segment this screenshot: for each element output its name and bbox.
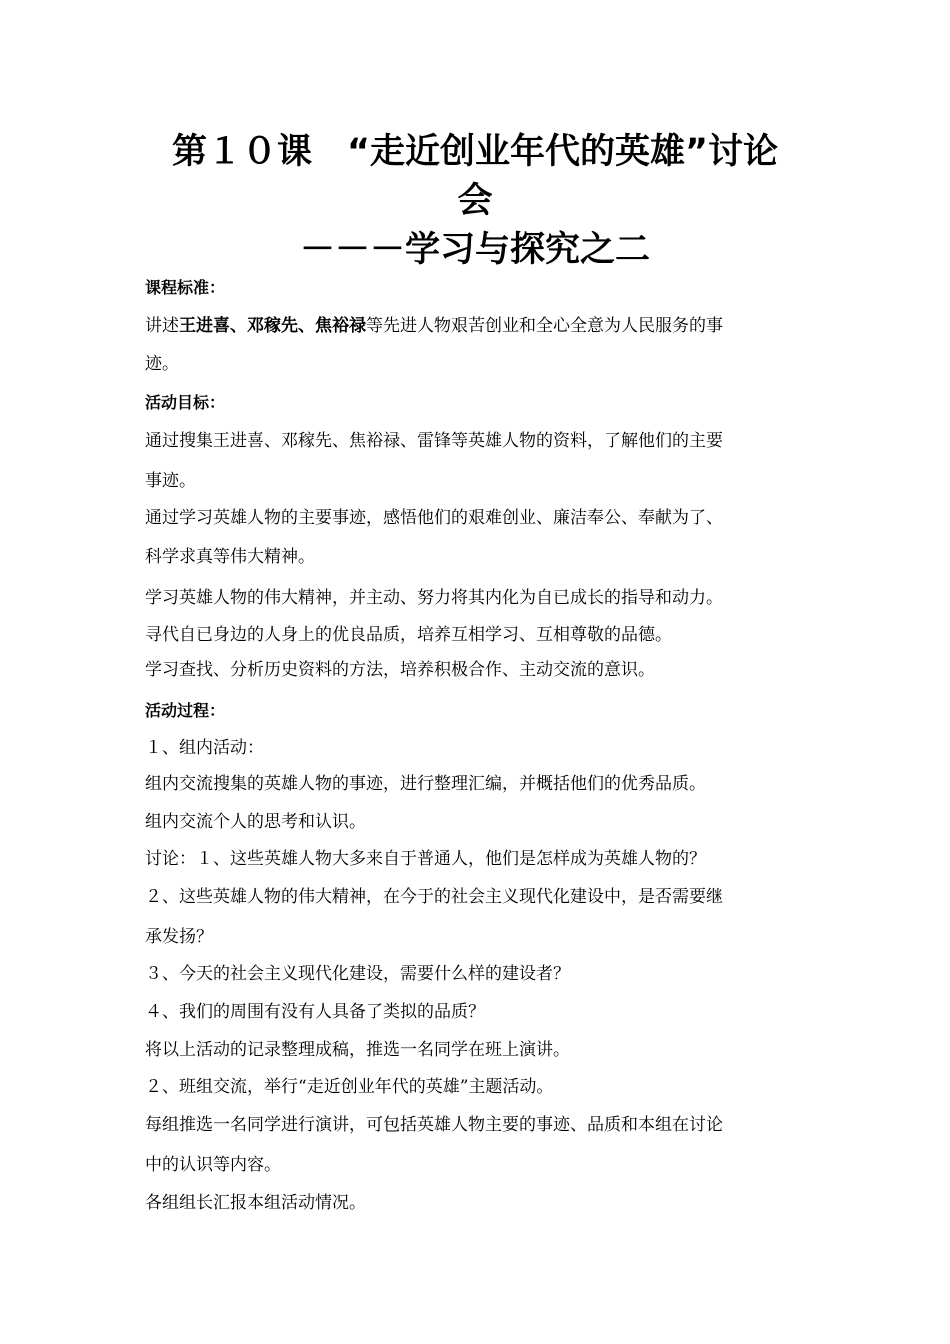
process-line: 承发扬？: [145, 927, 213, 947]
process-line: 组内交流个人的思考和认识。: [145, 812, 366, 832]
standard-heading: 课程标准：: [145, 278, 226, 297]
goals-line: 学习英雄人物的伟大精神，并主动、努力将其内化为自已成长的指导和动力。: [145, 588, 723, 608]
goals-line: 寻代自已身边的人身上的优良品质，培养互相学习、互相尊敬的品德。: [145, 625, 672, 645]
process-line: 将以上活动的记录整理成稿，推选一名同学在班上演讲。: [145, 1040, 570, 1060]
title-line-1: 第１０课 “走近创业年代的英雄”讨论: [171, 132, 778, 172]
process-line: 每组推选一名同学进行演讲，可包括英雄人物主要的事迹、品质和本组在讨论: [145, 1115, 723, 1135]
standard-prefix: 讲述: [145, 316, 179, 336]
subtitle: －－－学习与探究之二: [299, 230, 650, 270]
process-line: 组内交流搜集的英雄人物的事迹，进行整理汇编，并概括他们的优秀品质。: [145, 774, 706, 794]
process-line: 讨论：１、这些英雄人物大多来自于普通人，他们是怎样成为英雄人物的？: [145, 849, 706, 869]
goals-line: 事迹。: [145, 471, 196, 491]
goals-line: 通过搜集王进喜、邓稼先、焦裕禄、雷锋等英雄人物的资料，了解他们的主要: [145, 431, 723, 451]
standard-rest: 等先进人物艰苦创业和全心全意为人民服务的事: [366, 316, 723, 336]
standard-hero-names: 王进喜、邓稼先、焦裕禄: [179, 316, 366, 336]
process-line: ４、我们的周围有没有人具备了类拟的品质？: [145, 1002, 485, 1022]
goals-line: 学习查找、分析历史资料的方法，培养积极合作、主动交流的意识。: [145, 660, 655, 680]
goals-heading: 活动目标：: [145, 393, 226, 412]
goals-line: 科学求真等伟大精神。: [145, 547, 315, 567]
standard-paragraph-cont: 迹。: [145, 354, 179, 374]
process-line: 各组组长汇报本组活动情况。: [145, 1193, 366, 1213]
goals-line: 通过学习英雄人物的主要事迹，感悟他们的艰难创业、廉洁奉公、奉献为了、: [145, 508, 723, 528]
process-line: ３、今天的社会主义现代化建设，需要什么样的建设者？: [145, 964, 570, 984]
process-line: １、组内活动：: [145, 738, 264, 758]
title-line-2: 会: [457, 181, 493, 221]
process-heading: 活动过程：: [145, 701, 226, 720]
process-line: 中的认识等内容。: [145, 1155, 281, 1175]
process-line: ２、这些英雄人物的伟大精神，在今于的社会主义现代化建设中，是否需要继: [145, 887, 723, 907]
standard-paragraph: [145, 315, 723, 337]
process-line: ２、班组交流，举行“走近创业年代的英雄”主题活动。: [145, 1077, 554, 1097]
